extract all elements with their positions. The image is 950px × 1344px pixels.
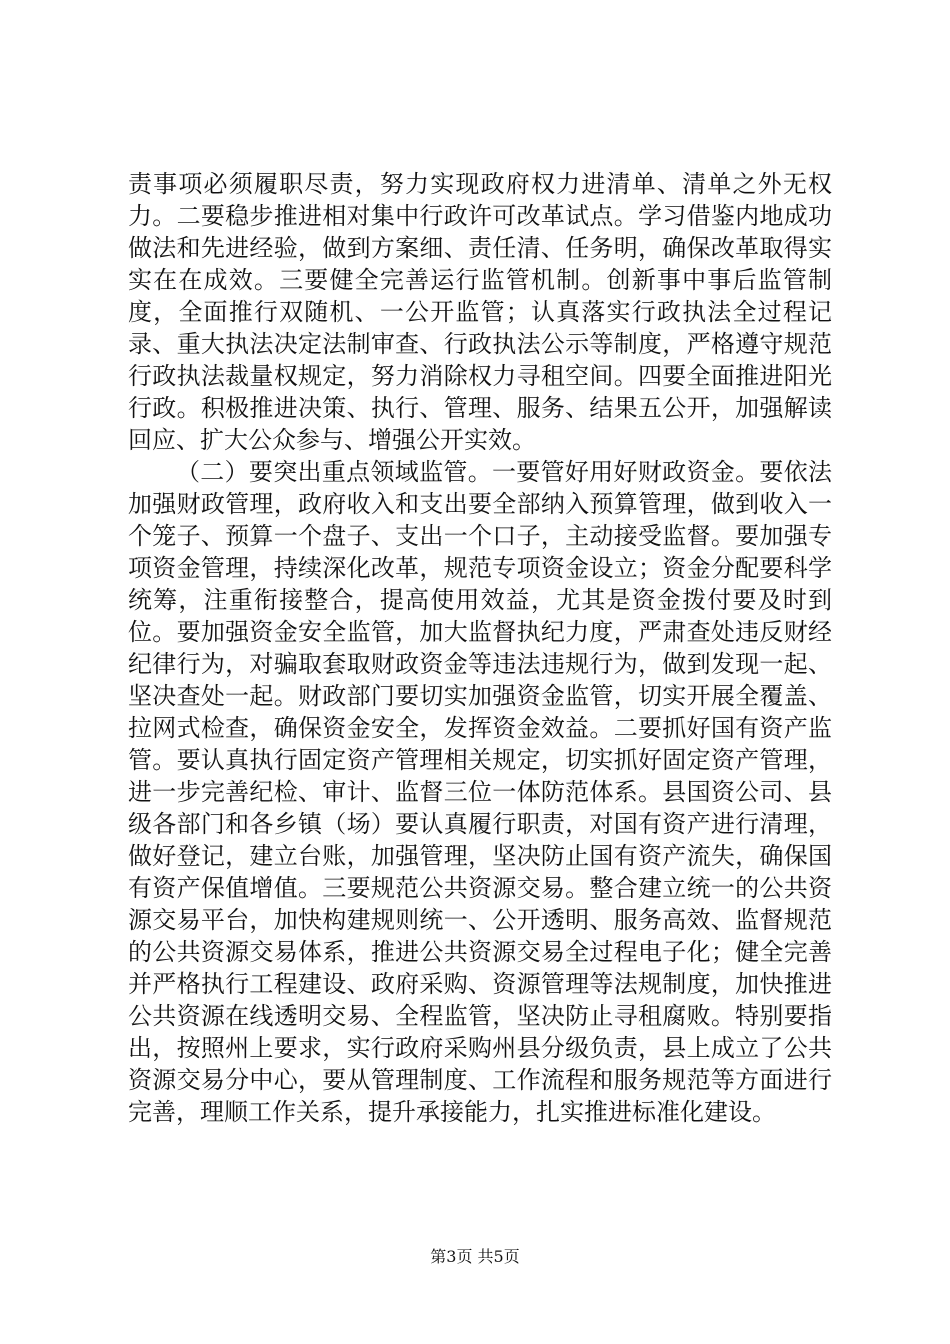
page-number-footer: 第3页 共5页 <box>430 1247 520 1266</box>
paragraph-continuation: 责事项必须履职尽责，努力实现政府权力进清单、清单之外无权力。二要稳步推进相对集中行政许可改革试点。学习借鉴内地成功做法和先进经验，做到方案细、责任清、任务明，确保改革取得实实在在成效。三要健全完善运行监管机制。创新事中事后监管制度，全面推行双随机、一公开监管；认真落实行政执法全过程记录、重大执法决定法制审查、行政执法公示等制度，严格遵守规范行政执法裁量权规定，努力消除权力寻租空间。四要全面推进阳光行政。积极推进决策、执行、管理、服务、结果五公开，加强解读回应、扩大公众参与、增强公开实效。 <box>128 170 832 454</box>
document-body <box>128 168 832 1128</box>
paragraph-section-two: （二）要突出重点领域监管。一要管好用好财政资金。要依法加强财政管理，政府收入和支出要全部纳入预算管理，做到收入一个笼子、预算一个盘子、支出一个口子，主动接受监督。要加强专项资金管理，持续深化改革，规范专项资金设立；资金分配要科学统筹，注重衔接整合，提高使用效益，尤其是资金拨付要及时到位。要加强资金安全监管，加大监督执纪力度，严肃查处违反财经纪律行为，对骗取套取财政资金等违法违规行为，做到发现一起、坚决查处一起。财政部门要切实加强资金监管，切实开展全覆盖、拉网式检查，确保资金安全，发挥资金效益。二要抓好国有资产监管。要认真执行固定资产管理相关规定，切实抓好固定资产管理，进一步完善纪检、审计、监督三位一体防范体系。县国资公司、县级各部门和各乡镇（场）要认真履行职责，对国有资产进行清理，做好登记，建立台账，加强管理，坚决防止国有资产流失，确保国有资产保值增值。三要规范公共资源交易。整合建立统一的公共资源交易平台，加快构建规则统一、公开透明、服务高效、监督规范的公共资源交易体系，推进公共资源交易全过程电子化；健全完善并严格执行工程建设、政府采购、资源管理等法规制度，加快推进公共资源在线透明交易、全程监管，坚决防止寻租腐败。特别要指出，按照州上要求，实行政府采购州县分级负责，县上成立了公共资源交易分中心，要从管理制度、工作流程和服务规范等方面进行完善，理顺工作关系，提升承接能力，扎实推进标准化建设。 <box>128 458 832 1126</box>
